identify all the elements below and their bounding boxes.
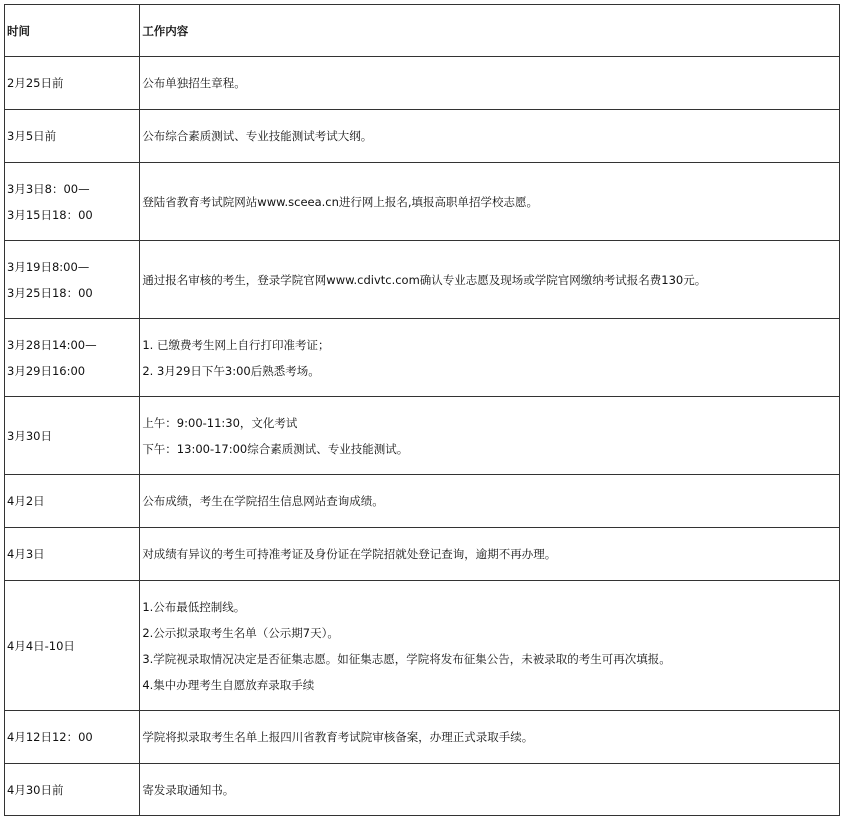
content-line: 公布综合素质测试、专业技能测试考试大纲。 [142,129,373,143]
table-row [5,581,840,711]
table-row [5,319,840,397]
content-cell [140,475,840,528]
time-cell [5,528,140,581]
content-line: 3.学院视录取情况决定是否征集志愿。如征集志愿，学院将发布征集公告，未被录取的考生可再次填报。 [142,651,671,666]
table-row [5,397,840,475]
content-line: 公布单独招生章程。 [142,76,246,90]
content-line: 公布成绩，考生在学院招生信息网站查询成绩。 [142,494,384,508]
time-line: 3月30日 [7,428,52,443]
content-line: 上午：9:00-11:30，文化考试 [142,415,298,430]
schedule-table [4,4,840,816]
time-cell [5,110,140,163]
content-line: 2. 3月29日下午3:00后熟悉考场。 [142,363,320,378]
time-line: 4月12日12：00 [7,730,93,744]
time-line: 4月30日前 [7,782,64,797]
time-line: 4月4日-10日 [7,638,75,653]
time-cell [5,241,140,319]
time-line: 4月2日 [7,494,45,508]
table-row [5,711,840,764]
content-cell [140,528,840,581]
content-line: 寄发录取通知书。 [142,782,235,797]
content-line: 2.公示拟录取考生名单（公示期7天）。 [142,625,339,640]
header-time: 时间 [5,5,140,57]
content-cell [140,711,840,764]
content-line: 学院将拟录取考生名单上报四川省教育考试院审核备案，办理正式录取手续。 [142,730,534,744]
content-cell [140,581,840,711]
table-row [5,57,840,110]
time-line: 3月28日14:00— [7,337,97,352]
table-row [5,163,840,241]
content-line: 1.公布最低控制线。 [142,599,246,614]
table-row [5,764,840,816]
time-cell [5,319,140,397]
header-content: 工作内容 [140,5,840,57]
time-cell [5,397,140,475]
content-cell [140,163,840,241]
time-cell [5,764,140,816]
content-cell [140,397,840,475]
content-cell [140,241,840,319]
time-cell [5,163,140,241]
content-line: 1. 已缴费考生网上自行打印准考证； [142,337,330,352]
time-line: 4月3日 [7,547,45,561]
time-line: 3月5日前 [7,129,57,143]
content-cell [140,57,840,110]
content-line: 登陆省教育考试院网站www.sceea.cn进行网上报名,填报高职单招学校志愿。 [142,194,539,209]
content-line: 通过报名审核的考生，登录学院官网www.cdivtc.com确认专业志愿及现场或学院官网缴纳考试报名费130元。 [142,272,707,287]
content-line: 对成绩有异议的考生可持准考证及身份证在学院招就处登记查询，逾期不再办理。 [142,547,557,561]
table-row [5,528,840,581]
time-line: 3月25日18：00 [7,285,93,300]
time-line: 3月3日8：00— [7,181,90,196]
table-row [5,475,840,528]
time-line: 3月29日16:00 [7,363,86,378]
content-line: 4.集中办理考生自愿放弃录取手续 [142,677,315,692]
table-row [5,110,840,163]
time-cell [5,711,140,764]
time-line: 3月19日8:00— [7,259,90,274]
time-cell [5,57,140,110]
content-cell [140,319,840,397]
time-line: 2月25日前 [7,76,64,90]
table-header-row [5,5,840,57]
content-line: 下午：13:00-17:00综合素质测试、专业技能测试。 [142,441,409,456]
content-cell [140,110,840,163]
table-row [5,241,840,319]
time-line: 3月15日18：00 [7,207,93,222]
time-cell [5,475,140,528]
content-cell [140,764,840,816]
time-cell [5,581,140,711]
